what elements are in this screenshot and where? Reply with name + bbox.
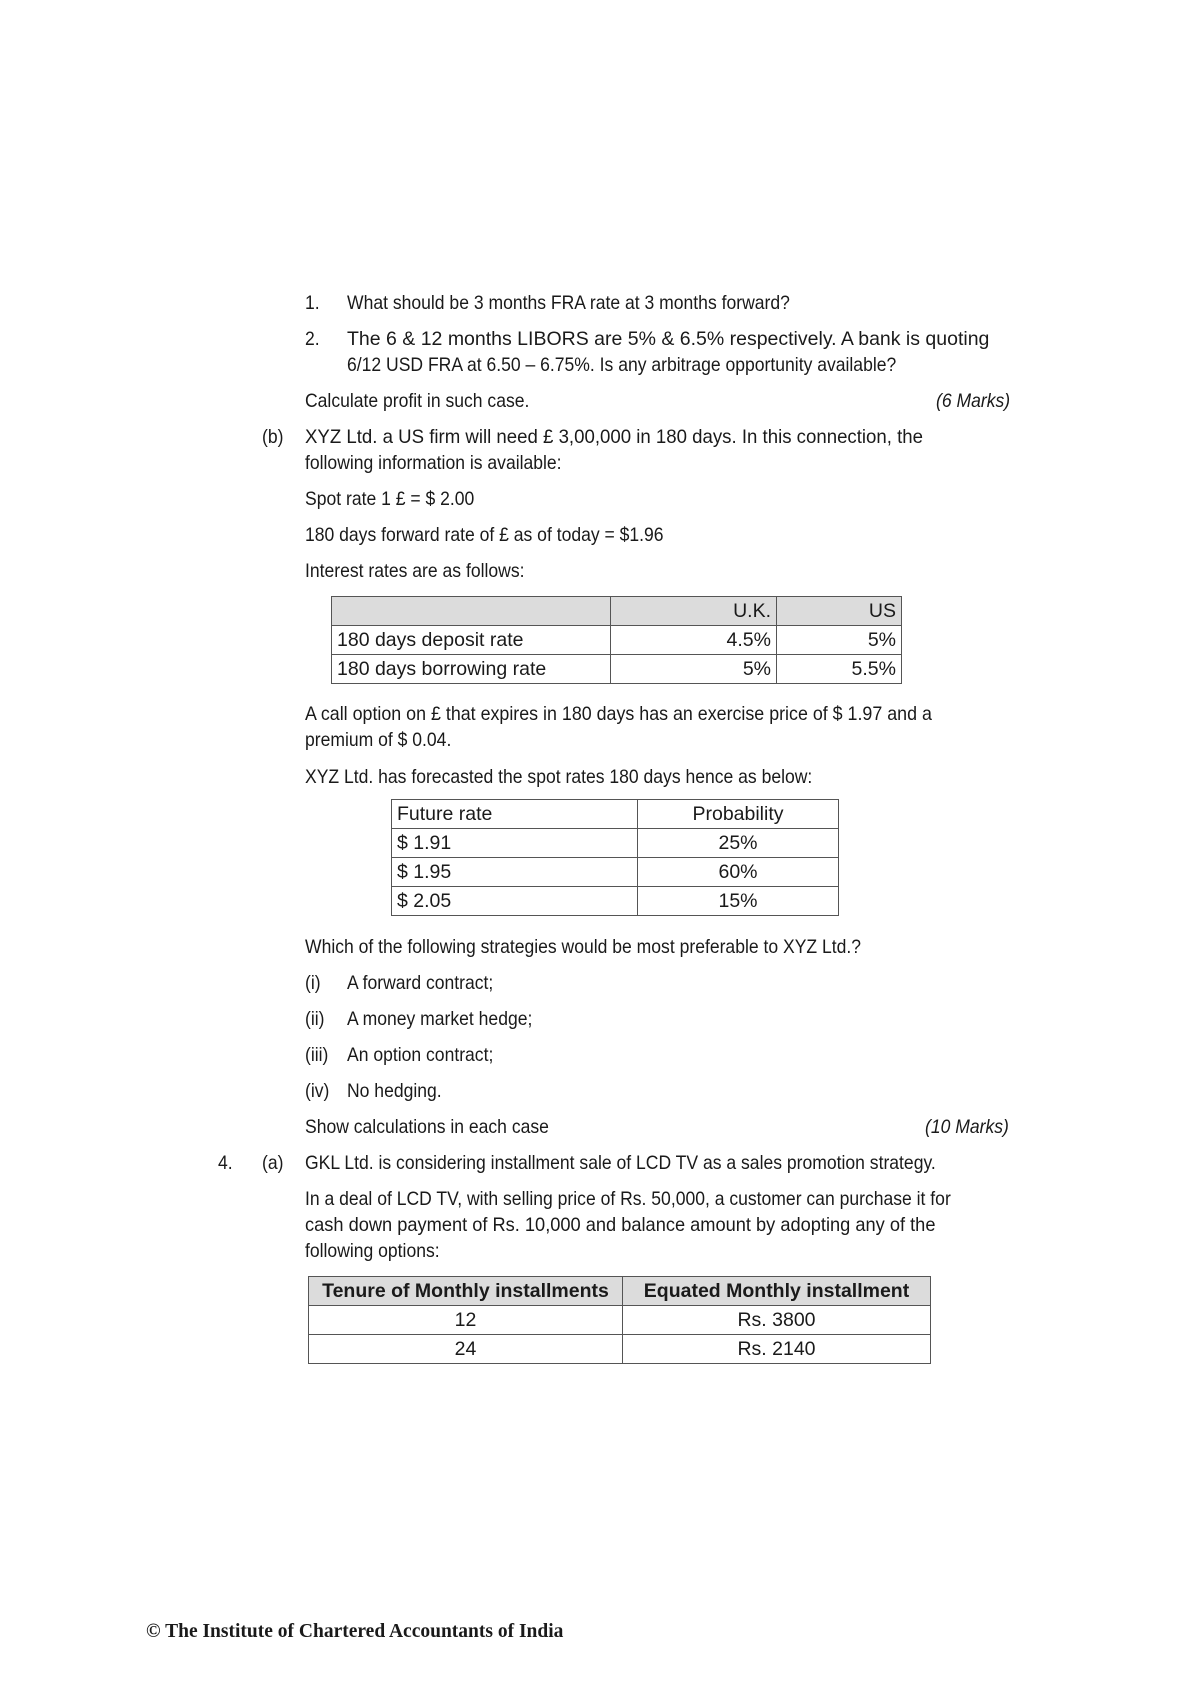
q3b-label: (b): [262, 426, 284, 448]
strategy-question: Which of the following strategies would be most preferable to XYZ Ltd.?: [305, 936, 862, 958]
forecast-intro-text: XYZ Ltd. has forecasted the spot rates 180 days hence as below:: [305, 766, 813, 788]
footer-copyright: © The Institute of Chartered Accountants of India: [146, 1621, 564, 1642]
table-row: [332, 626, 902, 655]
option-text: An option contract;: [347, 1044, 494, 1066]
option-text: No hedging.: [347, 1080, 442, 1102]
table-row: [309, 1277, 931, 1306]
table-row: [309, 1306, 931, 1335]
q3b-intro-line1: XYZ Ltd. a US firm will need £ 3,00,000 in 180 days. In this connection, the: [305, 426, 924, 448]
option-number: (ii): [305, 1008, 325, 1030]
forecast-cell: $ 1.95: [392, 858, 638, 887]
option-text: A money market hedge;: [347, 1008, 533, 1030]
interest-intro-text: Interest rates are as follows:: [305, 560, 525, 582]
q4-number: 4.: [218, 1152, 233, 1174]
rates-cell: 180 days borrowing rate: [332, 655, 611, 684]
forecast-header-rate: Future rate: [392, 800, 638, 829]
table-row: [392, 800, 839, 829]
rates-header-blank: [332, 597, 611, 626]
option-number: (iii): [305, 1044, 329, 1066]
calculate-profit-text: Calculate profit in such case.: [305, 390, 530, 412]
table-row: [309, 1335, 931, 1364]
rates-header-us: US: [777, 597, 902, 626]
table-row: [332, 655, 902, 684]
emi-cell: 24: [309, 1335, 623, 1364]
q3b-intro-line2: following information is available:: [305, 452, 562, 474]
emi-header-tenure: Tenure of Monthly installments: [309, 1277, 623, 1306]
item-2-number: 2.: [305, 328, 320, 350]
rates-header-uk: U.K.: [611, 597, 777, 626]
show-calculations-text: Show calculations in each case: [305, 1116, 549, 1138]
spot-rate-text: Spot rate 1 £ = $ 2.00: [305, 488, 475, 510]
deal-line3: following options:: [305, 1240, 440, 1262]
call-option-line1: A call option on £ that expires in 180 days has an exercise price of $ 1.97 and a: [305, 703, 932, 725]
interest-rates-table: [331, 596, 902, 684]
emi-cell: Rs. 2140: [623, 1335, 931, 1364]
forecast-cell: $ 1.91: [392, 829, 638, 858]
call-option-line2: premium of $ 0.04.: [305, 729, 452, 751]
item-1-number: 1.: [305, 292, 320, 314]
emi-table: [308, 1276, 931, 1364]
option-number: (i): [305, 972, 321, 994]
forecast-table: [391, 799, 839, 916]
table-row: [392, 829, 839, 858]
table-row: [392, 858, 839, 887]
rates-cell: 180 days deposit rate: [332, 626, 611, 655]
forward-rate-text: 180 days forward rate of £ as of today = $1.96: [305, 524, 664, 546]
rates-cell: 4.5%: [611, 626, 777, 655]
emi-header-installment: Equated Monthly installment: [623, 1277, 931, 1306]
table-row: [392, 887, 839, 916]
q4-label: (a): [262, 1152, 284, 1174]
forecast-cell: 25%: [638, 829, 839, 858]
emi-cell: Rs. 3800: [623, 1306, 931, 1335]
deal-line2: cash down payment of Rs. 10,000 and balance amount by adopting any of the: [305, 1214, 936, 1236]
q3b-marks: (10 Marks): [925, 1116, 1009, 1138]
option-number: (iv): [305, 1080, 330, 1102]
forecast-cell: 15%: [638, 887, 839, 916]
forecast-cell: $ 2.05: [392, 887, 638, 916]
item-2-line1: [347, 326, 1010, 352]
forecast-cell: 60%: [638, 858, 839, 887]
option-text: A forward contract;: [347, 972, 494, 994]
item-1-text: What should be 3 months FRA rate at 3 months forward?: [347, 292, 790, 314]
item-2-line2: 6/12 USD FRA at 6.50 – 6.75%. Is any arbitrage opportunity available?: [347, 354, 897, 376]
deal-line1: In a deal of LCD TV, with selling price of Rs. 50,000, a customer can purchase it for: [305, 1188, 951, 1210]
emi-cell: 12: [309, 1306, 623, 1335]
rates-cell: 5%: [611, 655, 777, 684]
q4-text: GKL Ltd. is considering installment sale of LCD TV as a sales promotion strategy.: [305, 1152, 936, 1174]
q3a-marks: (6 Marks): [936, 390, 1011, 412]
forecast-header-probability: Probability: [638, 800, 839, 829]
item-2-line1-text: The 6 & 12 months LIBORS are 5% & 6.5% respectively. A bank is quoting: [347, 328, 990, 350]
rates-cell: 5.5%: [777, 655, 902, 684]
table-row: [332, 597, 902, 626]
rates-cell: 5%: [777, 626, 902, 655]
